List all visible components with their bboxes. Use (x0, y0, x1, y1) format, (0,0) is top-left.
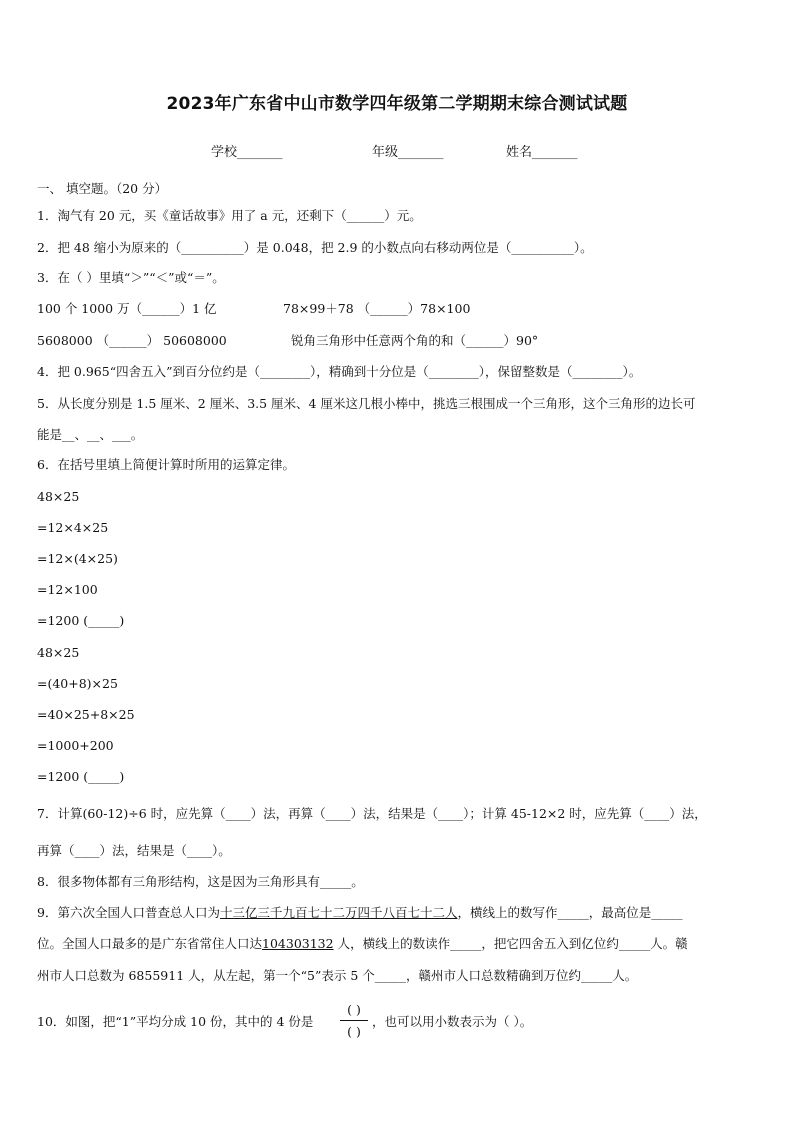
calc-line: =40×25+8×25 (37, 707, 135, 722)
calc-line: =(40+8)×25 (37, 676, 118, 691)
q9-underlined-number: 104303132 (262, 936, 334, 951)
q9-text: 人，横线上的数读作_____，把它四舍五入到亿位约_____人。赣 (333, 936, 688, 951)
calc-line: 48×25 (37, 489, 80, 504)
q9-text: 9．第六次全国人口普查总人口为 (37, 905, 220, 920)
question-5-line-1: 5．从长度分别是 1.5 厘米、2 厘米、3.5 厘米、4 厘米这几根小棒中，挑选三根围成一个三角形，这个三角形的边长可 (37, 396, 696, 411)
question-10-prefix: 10．如图，把“1”平均分成 10 份，其中的 4 份是 (37, 1014, 314, 1029)
question-9-line-3: 州市人口总数为 6855911 人，从左起，第一个“5”表示 5 个_____，赣州市人口总数精确到万位约_____人。 (37, 968, 638, 983)
question-3-item-1: 100 个 1000 万（______）1 亿 (37, 301, 217, 316)
question-6: 6．在括号里填上简便计算时所用的运算定律。 (37, 457, 295, 472)
question-9-line-2 (37, 935, 688, 953)
calc-line: 48×25 (37, 645, 80, 660)
question-3-item-2: 78×99＋78 （______）78×100 (283, 301, 471, 316)
fraction-blank (337, 998, 371, 1044)
calc-line: =1000+200 (37, 738, 114, 753)
question-3-item-3: 5608000 （______） 50608000 (37, 333, 227, 348)
calc-line: =1200 (_____) (37, 613, 125, 628)
fraction-bar (340, 1020, 368, 1021)
section-heading: 一、 填空题。（20 分） (37, 181, 168, 196)
question-7-line-1: 7．计算(60-12)÷6 时，应先算（____）法，再算（____）法，结果是（____）；计算 45-12×2 时，应先算（____）法， (37, 806, 707, 821)
name-field: 姓名_______ (506, 145, 578, 160)
question-5-line-2: 能是__、__、___。 (37, 427, 144, 442)
page-title: 2023年广东省中山市数学四年级第二学期期末综合测试试题 (166, 94, 628, 114)
question-10-suffix: ，也可以用小数表示为（ ）。 (372, 1014, 533, 1029)
school-field: 学校_______ (211, 145, 283, 160)
question-3: 3．在（ ）里填“＞”“＜”或“＝”。 (37, 270, 225, 285)
grade-field: 年级_______ (372, 145, 444, 160)
question-8: 8．很多物体都有三角形结构，这是因为三角形具有_____。 (37, 874, 364, 889)
calc-line: =1200 (_____) (37, 769, 125, 784)
question-2: 2．把 48 缩小为原来的（__________）是 0.048，把 2.9 的小数点向右移动两位是（__________）。 (37, 240, 593, 255)
question-4: 4．把 0.965“四舍五入”到百分位约是（________），精确到十分位是（________），保留整数是（________）。 (37, 364, 642, 379)
calc-line: =12×4×25 (37, 520, 109, 535)
question-3-item-4: 锐角三角形中任意两个角的和（______）90° (291, 333, 539, 348)
q9-underlined-text: 十三亿三千九百七十二万四千八百七十二人 (219, 905, 458, 920)
q9-text: ，横线上的数写作_____，最高位是_____ (457, 905, 683, 920)
fraction-numerator: ( ) (347, 1002, 361, 1017)
question-7-line-2: 再算（____）法，结果是（____）。 (37, 843, 231, 858)
fraction-denominator: ( ) (347, 1024, 361, 1039)
calc-line: =12×(4×25) (37, 551, 118, 566)
question-9-line-1 (37, 904, 683, 922)
calc-line: =12×100 (37, 582, 98, 597)
question-1: 1．淘气有 20 元，买《童话故事》用了 a 元，还剩下（______）元。 (37, 208, 422, 223)
q9-text: 位。全国人口最多的是广东省常住人口达 (37, 936, 263, 951)
